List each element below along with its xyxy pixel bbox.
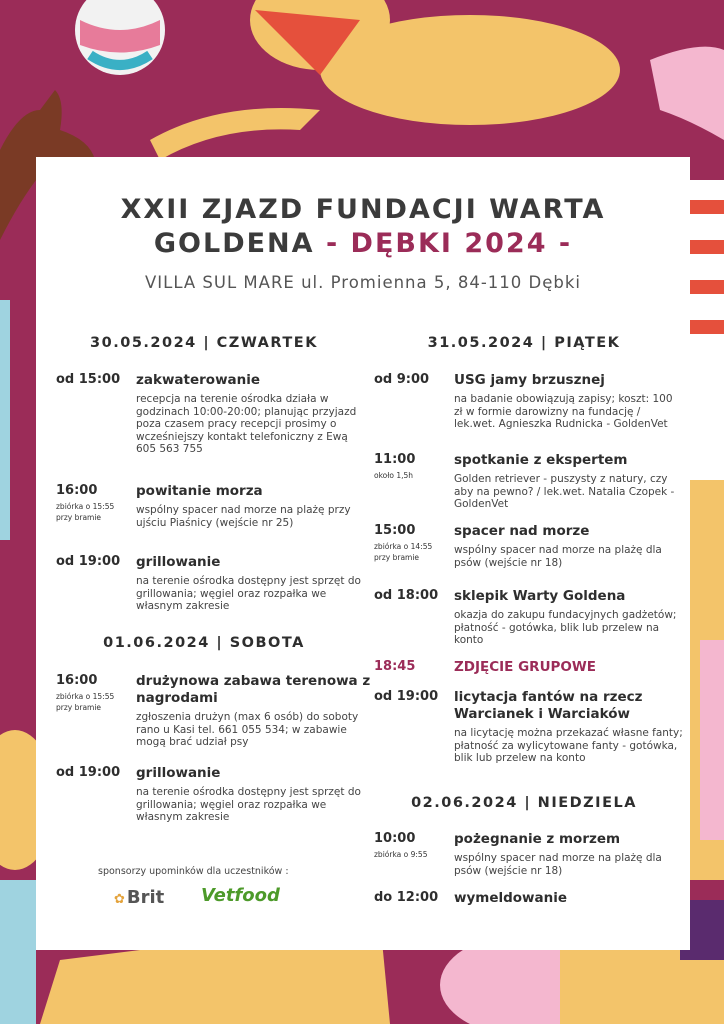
event-name: zakwaterowanie (136, 372, 261, 388)
event-time: od 19:00 (56, 765, 121, 780)
event-time: 16:00 (56, 483, 98, 498)
page-title (36, 193, 690, 261)
event-time: do 12:00 (374, 890, 439, 905)
event-description: na terenie ośrodka dostępny jest sprzęt do grillowania; węgiel oraz rozpałka we własnym zakresie (136, 786, 361, 823)
event-description: wspólny spacer nad morze na plażę dla psów (wejście nr 18) (454, 852, 662, 877)
sponsors-label: sponsorzy upominków dla uczestników : (98, 866, 289, 877)
event-name: licytacja fantów na rzecz Warcianek i Warciaków (454, 689, 643, 722)
event-description: Golden retriever - puszysty z natury, czy aby na pewno? / lek.wet. Natalia Czopek - GoldenVet (454, 473, 675, 510)
vetfood-logo: Vetfood (201, 885, 280, 906)
day-header-sunday: 02.06.2024 | NIEDZIELA (411, 795, 637, 811)
event-note: zbiórka o 14:55 przy bramie (374, 542, 433, 562)
event-name: spotkanie z ekspertem (454, 452, 628, 468)
event-note: zbiórka o 15:55 przy bramie (56, 692, 115, 712)
event-description: okazja do zakupu fundacyjnych gadżetów; płatność - gotówka, blik lub przelew na konto (454, 609, 677, 646)
event-name: powitanie morza (136, 483, 263, 499)
title-accent: - DĘBKI 2024 - (325, 228, 573, 259)
event-name: pożegnanie z morzem (454, 831, 621, 847)
venue-address: VILLA SUL MARE ul. Promienna 5, 84-110 Dębki (144, 273, 582, 292)
event-name: grillowanie (136, 554, 221, 570)
title-line-2: GOLDENA (153, 228, 315, 259)
day-header-thursday: 30.05.2024 | CZWARTEK (90, 335, 318, 351)
event-time: 11:00 (374, 452, 416, 467)
event-note: zbiórka o 15:55 przy bramie (56, 502, 115, 522)
event-description: na licytację można przekazać własne fanty; płatność za wylicytowane fanty - gotówka, blik lub przelew na konto (454, 727, 683, 764)
event-description: wspólny spacer nad morze na plażę przy ujściu Piaśnicy (wejście nr 25) (136, 504, 351, 529)
event-time: 15:00 (374, 523, 416, 538)
event-name: wymeldowanie (454, 890, 568, 906)
event-name: grillowanie (136, 765, 221, 781)
event-time: 10:00 (374, 831, 416, 846)
event-time: od 19:00 (56, 554, 121, 569)
brit-logo (114, 887, 164, 908)
event-name: drużynowa zabawa terenowa z nagrodami (136, 673, 371, 706)
day-header-friday: 31.05.2024 | PIĄTEK (427, 335, 621, 351)
event-time: od 15:00 (56, 372, 121, 387)
event-description: wspólny spacer nad morze na plażę dla psów (wejście nr 18) (454, 544, 662, 569)
paw-icon: ✿ (114, 892, 125, 907)
brit-logo-text: Brit (126, 887, 165, 908)
event-time: 18:45 (374, 659, 416, 674)
title-line-1: XXII ZJAZD FUNDACJI WARTA (120, 194, 606, 225)
event-note: zbiórka o 9:55 (374, 850, 428, 859)
event-time: 16:00 (56, 673, 98, 688)
event-time: od 18:00 (374, 588, 439, 603)
event-description: recepcja na terenie ośrodka działa w godzinach 10:00-20:00; planując przyjazd poza czasem pracy recepcji prosimy o wcześniejszy kontakt telefoniczny z Ewą 605 563 755 (136, 393, 357, 455)
event-description: na badanie obowiązują zapisy; koszt: 100 zł w formie darowizny na fundację / lek.wet. Agnieszka Rudnicka - GoldenVet (454, 393, 673, 430)
event-description: na terenie ośrodka dostępny jest sprzęt do grillowania; węgiel oraz rozpałka we własnym zakresie (136, 575, 361, 612)
event-description: zgłoszenia drużyn (max 6 osób) do soboty rano u Kasi tel. 661 055 534; w zabawie mogą brać udział psy (136, 711, 359, 748)
event-name: USG jamy brzusznej (454, 372, 605, 388)
schedule-card (36, 157, 690, 950)
day-header-saturday: 01.06.2024 | SOBOTA (103, 635, 305, 651)
event-time: od 9:00 (374, 372, 430, 387)
event-time: od 19:00 (374, 689, 439, 704)
event-name: sklepik Warty Goldena (454, 588, 626, 604)
event-note: około 1,5h (374, 471, 414, 480)
event-name: ZDJĘCIE GRUPOWE (454, 659, 597, 675)
event-name: spacer nad morze (454, 523, 590, 539)
